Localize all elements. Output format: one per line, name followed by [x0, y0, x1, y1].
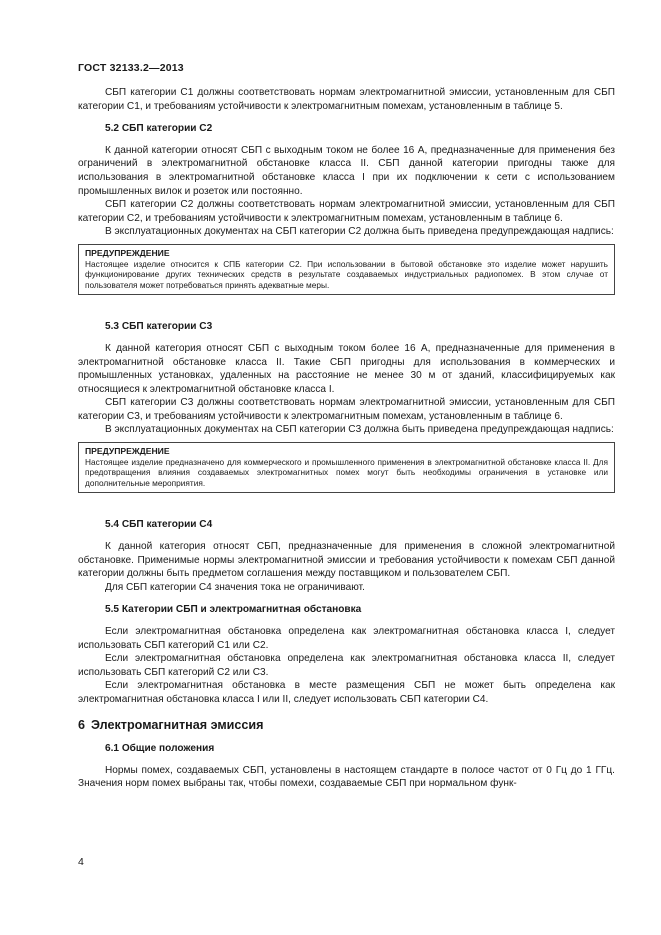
warning-text: Настоящее изделие относится к СПБ категории С2. При использовании в бытовой обстановке это изделие может нарушить функционирование других технических средств в результате создаваемых индустриальных радиопомех. В этом случае от пользователя может потребоваться принять адекватные меры.: [85, 258, 608, 290]
section-5-3-paragraph-3: В эксплуатационных документах на СБП категории С3 должна быть приведена предупреждающая надпись:: [105, 424, 614, 436]
section-5-2-paragraph-3: В эксплуатационных документах на СБП категории С2 должна быть приведена предупреждающая надпись:: [105, 226, 614, 238]
section-5-2-title: 5.2 СБП категории С2: [105, 123, 213, 135]
section-5-4-paragraph-1: К данной категория относят СБП, предназначенные для применения в сложной электромагнитной обстановке. Применимые нормы электромагнитной эмиссии и требования устойчивости к помехам СБП данной категории должны быть предметом соглашения между поставщиком и пользователем СБП.: [78, 541, 615, 580]
section-5-5-paragraph-1: Если электромагнитная обстановка определена как электромагнитная обстановка класса I, следует использовать СБП категорий С1 или С2.: [78, 626, 615, 651]
warning-title: ПРЕДУПРЕЖДЕНИЕ: [85, 247, 170, 258]
section-5-3-title: 5.3 СБП категории С3: [105, 321, 213, 333]
warning-title: ПРЕДУПРЕЖДЕНИЕ: [85, 446, 170, 457]
section-6-1-title: 6.1 Общие положения: [105, 743, 215, 755]
section-5-4-title: 5.4 СБП категории С4: [105, 519, 213, 531]
page-number: 4: [78, 856, 84, 868]
warning-box-c3: [78, 442, 615, 493]
section-6-text: Электромагнитная эмиссия: [91, 717, 264, 732]
section-6-title: [78, 719, 615, 733]
document-code-header: ГОСТ 32133.2—2013: [78, 62, 184, 74]
section-5-3-paragraph-2: СБП категории С3 должны соответствовать нормам электромагнитной эмиссии, установленным для СБП категории С3, и требованиям устойчивости к электромагнитным помехам, установленным в таблице 6.: [78, 397, 615, 422]
section-5-5-paragraph-2: Если электромагнитная обстановка определена как электромагнитная обстановка класса II, следует использовать СБП категорий С2 или С3.: [78, 653, 615, 678]
section-6-number: 6: [78, 717, 86, 732]
section-5-4-paragraph-2: Для СБП категории С4 значения тока не ограничивают.: [105, 581, 365, 593]
paragraph-c1-requirements: СБП категории С1 должны соответствовать нормам электромагнитной эмиссии, установленным для СБП категории С1, и требованиям устойчивости к электромагнитным помехам, установленным в таблице 5.: [78, 87, 615, 112]
document-body: [78, 86, 615, 791]
section-5-2-paragraph-1: К данной категории относят СБП с выходным током не более 16 А, предназначенные для применения без ограничений в электромагнитной обстановке класса II. СБП данной категории пригодны также для использования в электромагнитной обстановке класса I при их подключении к сети с использованием промышленных вилок и розеток или постоянно.: [78, 144, 615, 197]
warning-box-c2: [78, 244, 615, 295]
section-5-3-paragraph-1: К данной категория относят СБП с выходным током более 16 А, предназначенные для применения в электромагнитной обстановке класса II. Такие СБП пригодны для использования в коммерческих и промышленных установках, удаленных на расстояние не менее 30 м от зданий, классифицируемых как относящиеся к электромагнитной обстановке класса I.: [78, 342, 615, 395]
warning-text: Настоящее изделие предназначено для коммерческого и промышленного применения в электромагнитной обстановке класса II. Для предотвращения влияния создаваемых электромагнитных помех могут быть необходимы ограничения в установке или дополнительные мероприятия.: [85, 456, 608, 488]
section-5-5-paragraph-3: Если электромагнитная обстановка в месте размещения СБП не может быть определена как электромагнитная обстановка класса I или II, следует использовать СБП категории С4.: [78, 680, 615, 705]
section-5-5-title: 5.5 Категории СБП и электромагнитная обстановка: [105, 604, 362, 616]
section-5-2-paragraph-2: СБП категории С2 должны соответствовать нормам электромагнитной эмиссии, установленным для СБП категории С2, и требованиям устойчивости к электромагнитным помехам, установленным в таблице 6.: [78, 199, 615, 224]
section-6-1-paragraph-1: Нормы помех, создаваемых СБП, установлены в настоящем стандарте в полосе частот от 0 Гц до 1 ГГц. Значения норм помех выбраны так, чтобы помехи, создаваемые СБП при нормальном функ-: [78, 764, 615, 790]
